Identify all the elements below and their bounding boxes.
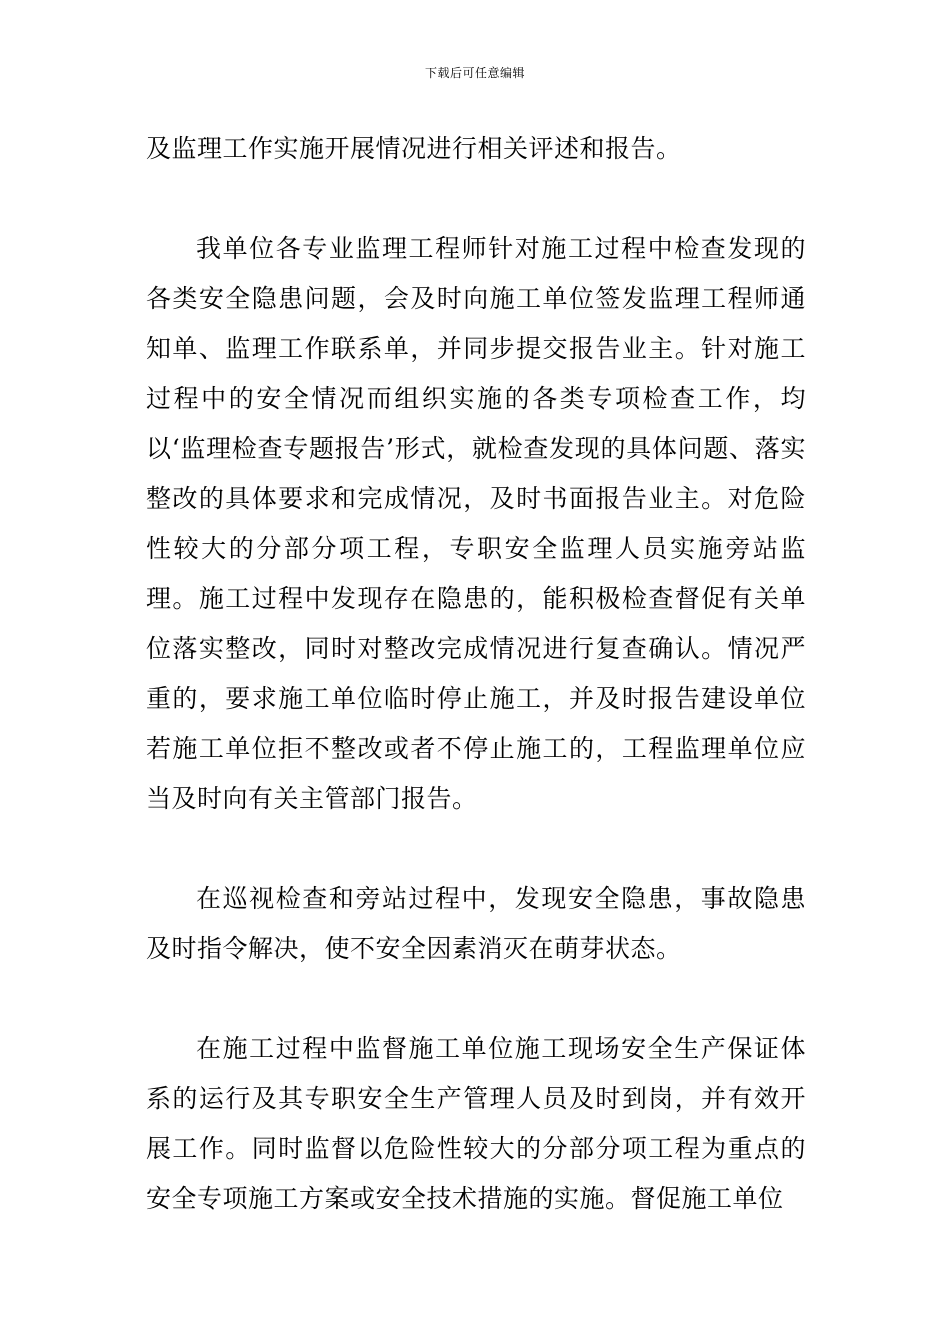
paragraph-gap (146, 974, 806, 1024)
paragraph-gap (146, 824, 806, 874)
paragraph-patrol-inspection: 在巡视检查和旁站过程中，发现安全隐患，事故隐患及时指令解决，使不安全因素消灭在萌芽状态。 (146, 884, 806, 963)
paragraph-gap (146, 174, 806, 224)
paragraph-supervision-system: 在施工过程中监督施工单位施工现场安全生产保证体系的运行及其专职安全生产管理人员及时到岗，并有效开展工作。同时监督以危险性较大的分部分项工程为重点的安全专项施工方案或安全技术措施的实施。督促施工单位 (146, 1034, 806, 1213)
paragraph-safety-hazard-reporting: 我单位各专业监理工程师针对施工过程中检查发现的各类安全隐患问题，会及时向施工单位签发监理工程师通知单、监理工作联系单，并同步提交报告业主。针对施工过程中的安全情况而组织实施的各类专项检查工作，均以‘监理检查专题报告’形式，就检查发现的具体问题、落实整改的具体要求和完成情况，及时书面报告业主。对危险性较大的分部分项工程，专职安全监理人员实施旁站监理。施工过程中发现存在隐患的，能积极检查督促有关单位落实整改，同时对整改完成情况进行复查确认。情况严重的，要求施工单位临时停止施工，并及时报告建设单位若施工单位拒不整改或者不停止施工的，工程监理单位应当及时向有关主管部门报告。 (146, 234, 806, 813)
document-body (146, 124, 806, 1224)
page-header-note: 下载后可任意编辑 (424, 66, 525, 80)
paragraph-continuation: 及监理工作实施开展情况进行相关评述和报告。 (146, 134, 682, 163)
